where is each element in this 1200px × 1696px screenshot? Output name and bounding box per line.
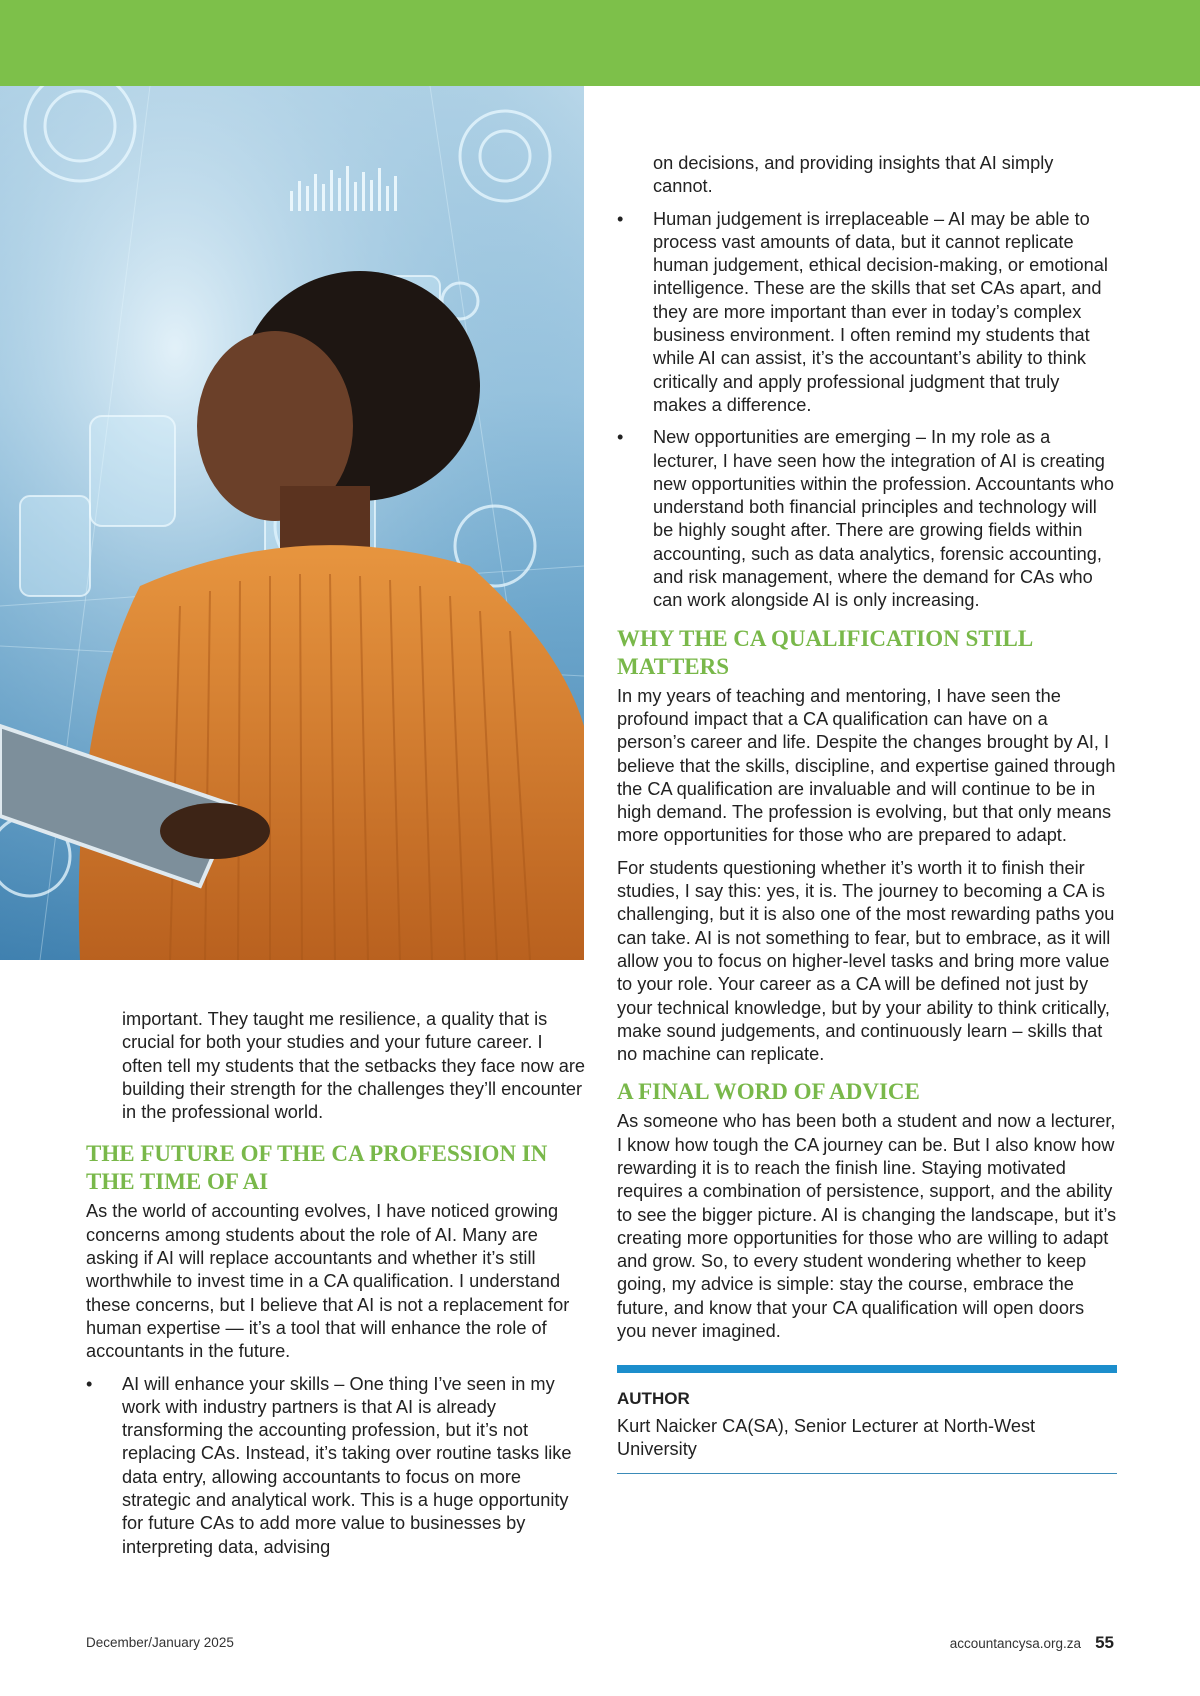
bullet-human-judgement (617, 208, 1117, 418)
bullet-new-opportunities (617, 426, 1117, 612)
woman-holding-tablet-with-holographic-interface-photo-icon (0, 86, 584, 960)
paragraph-students-questioning: For students questioning whether it’s worth it to finish their studies, I say this: yes, it is. The journey to becoming a CA is challenging, but it is also one of the most rewarding paths you can take. AI is not something to fear, but to embrace, as it will allow you to focus on higher-level tasks and bring more value to your role. Your career as a CA will be defined not just by your technical knowledge, but by your ability to think critically, make sound judgements, and continuously learn – skills that no machine can replicate. (617, 857, 1115, 1065)
bullet-text: AI will enhance your skills – One thing I’ve seen in my work with industry partners is that AI is already transforming the accounting profession, but it’s not replacing CAs. Instead, it’s taking over routine tasks like data entry, allowing accountants to focus on more strategic and analytical work. This is a huge opportunity for future CAs to add more value to businesses by interpreting data, advising (122, 1373, 572, 1557)
right-column (617, 152, 1117, 1474)
section-heading-final-word: A FINAL WORD OF ADVICE (617, 1079, 920, 1105)
page-number: 55 (1095, 1633, 1114, 1652)
bullet-text: New opportunities are emerging – In my role as a lecturer, I have seen how the integration of AI is creating new opportunities within the profession. Accountants who understand both financial principles and technology will be highly sought after. There are growing fields within accounting, such as data analytics, forensic accounting, and risk management, where the demand for CAs who can work alongside AI is only increasing. (653, 427, 1115, 611)
author-divider-bar (617, 1365, 1117, 1373)
left-column (86, 1008, 586, 1568)
paragraph-years-of-teaching: In my years of teaching and mentoring, I have seen the profound impact that a CA qualification can have on a person’s career and life. Despite the changes brought by AI, I believe that the skills, discipline, and expertise gained through the CA qualification are invaluable and will continue to be in high demand. The profession is evolving, but that only means more opportunities for those who are prepared to adapt. (617, 685, 1116, 846)
paragraph-final-advice: As someone who has been both a student and now a lecturer, I know how tough the CA journey can be. But I also know how rewarding it is to reach the finish line. Staying motivated requires a combination of persistence, support, and the ability to see the bigger picture. AI is changing the landscape, but it’s creating more opportunities for those who are willing to adapt and grow. So, to every student wondering whether to keep going, my advice is simple: stay the course, embrace the future, and know that your CA qualification will open doors you never imagined. (617, 1111, 1117, 1342)
author-box (617, 1365, 1117, 1474)
bullet-icon: • (617, 427, 624, 448)
author-name: Kurt Naicker CA(SA), Senior Lecturer at North-West University (617, 1415, 1036, 1459)
author-label: AUTHOR (617, 1389, 690, 1409)
hero-photo (0, 86, 584, 960)
bullet-ai-enhance-skills (86, 1373, 586, 1559)
author-bottom-rule (617, 1473, 1117, 1474)
bullet-text: Human judgement is irreplaceable – AI may be able to process vast amounts of data, but it cannot replicate human judgement, ethical decision-making, or emotional intelligence. These are the skills that set CAs apart, and they are more important than ever in today’s complex business environment. I often remind my students that while AI can assist, it’s the accountant’s ability to think critically and apply professional judgment that truly makes a difference. (653, 208, 1108, 415)
bullet-icon: • (86, 1373, 93, 1394)
footer-website: accountancysa.org.za (949, 1636, 1082, 1651)
paragraph-accounting-evolves: As the world of accounting evolves, I have noticed growing concerns among students about the role of AI. Many are asking if AI will replace accountants and whether it’s still worthwhile to invest time in a CA qualification. I understand these concerns, but I believe that AI is not a replacement for human expertise — it’s a tool that will enhance the role of accountants in the future. (86, 1201, 570, 1362)
footer-date: December/January 2025 (86, 1635, 234, 1650)
header-color-band (0, 0, 1200, 86)
bullet-icon: • (617, 208, 624, 229)
footer-right (950, 1633, 1114, 1653)
continued-paragraph: important. They taught me resilience, a quality that is crucial for both your studies and your future career. I often tell my students that the setbacks they face now are building their strength for the challenges they’ll encounter in the professional world. (122, 1009, 586, 1123)
section-heading-future-of-ca: THE FUTURE OF THE CA PROFESSION IN THE TIME OF AI (86, 1141, 548, 1195)
section-heading-why-ca-matters: WHY THE CA QUALIFICATION STILL MATTERS (617, 625, 1032, 679)
continued-bullet-text: on decisions, and providing insights that AI simply cannot. (653, 153, 1054, 197)
